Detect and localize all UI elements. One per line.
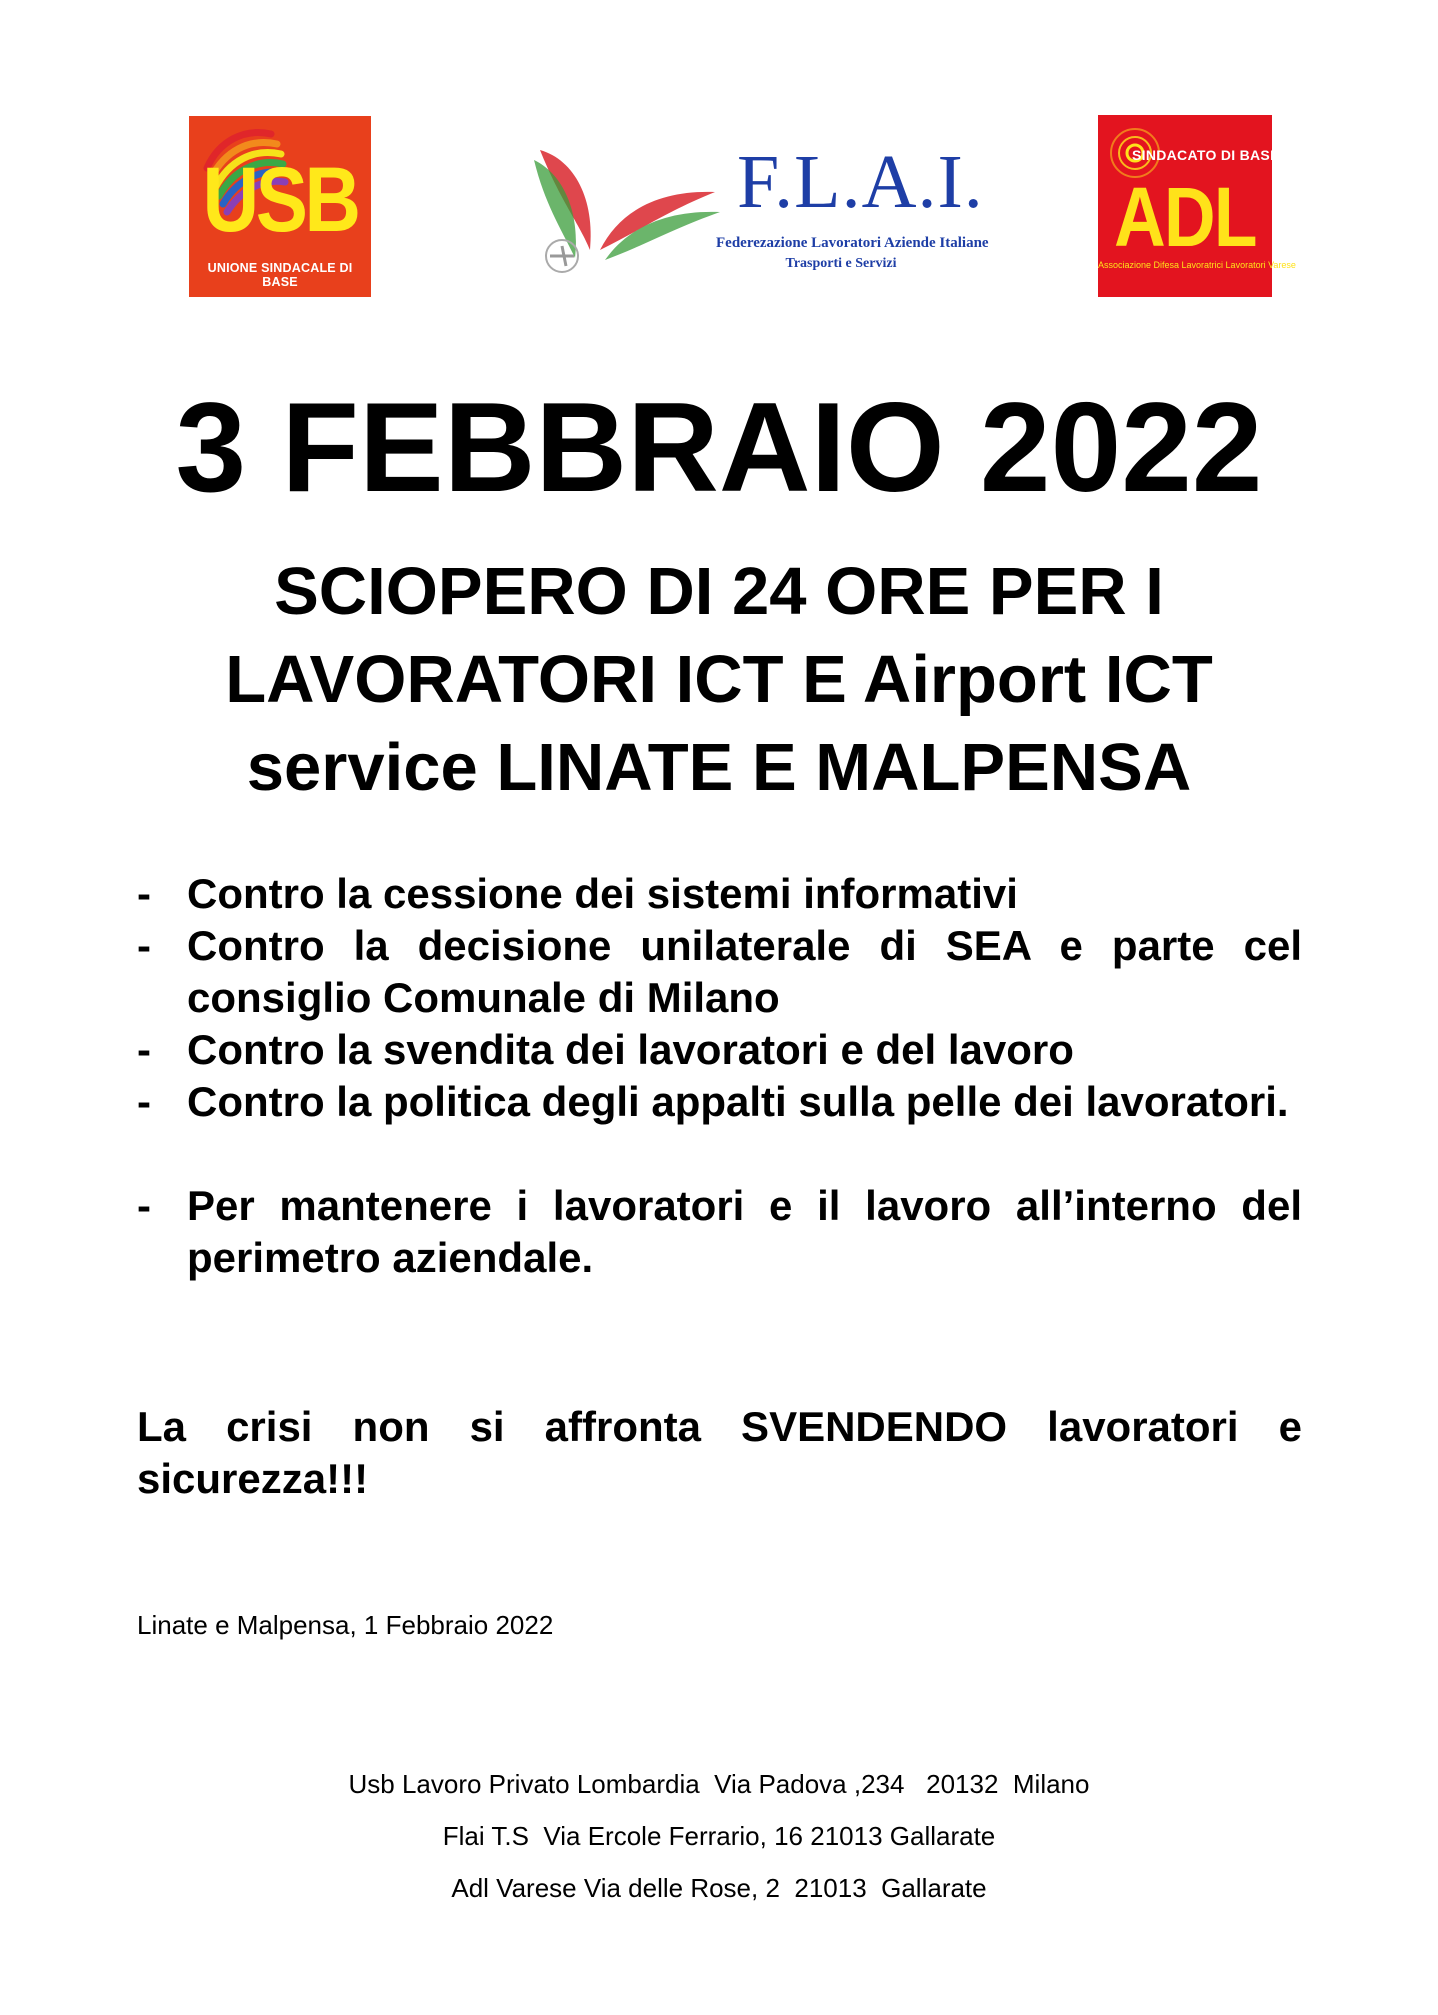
adl-logo-subtitle: Associazione Difesa Lavoratrici Lavoratori Varese: [1098, 260, 1296, 270]
footer-address-adl: Adl Varese Via delle Rose, 2 21013 Gallarate: [451, 1873, 987, 1903]
footer-addresses: [0, 1758, 1438, 1914]
usb-logo-subtitle: UNIONE SINDACALE DI BASE: [207, 261, 353, 289]
flai-logo: [520, 130, 989, 290]
footer-address-flai: Flai T.S Via Ercole Ferrario, 16 21013 Gallarate: [442, 1821, 996, 1851]
strike-subtitle: [100, 548, 1338, 812]
adl-logo: [1098, 115, 1296, 297]
flai-logo-subtitle-1: Federezazione Lavoratori Aziende Italiane: [716, 235, 989, 251]
place-date: Linate e Malpensa, 1 Febbraio 2022: [137, 1610, 554, 1640]
flai-logo-subtitle-2: Trasporti e Servizi: [785, 256, 897, 271]
demand-item: - Contro la cessione dei sistemi informativi: [137, 868, 1302, 920]
strike-subtitle-line-3: service LINATE E MALPENSA: [246, 730, 1192, 805]
demand-item: - Per mantenere i lavoratori e il lavoro all’interno del perimetro aziendale.: [137, 1182, 1302, 1281]
demand-item: - Contro la politica degli appalti sulla pelle dei lavoratori.: [137, 1076, 1302, 1128]
strike-subtitle-line-1: SCIOPERO DI 24 ORE PER I: [274, 554, 1164, 629]
demand-item: - Contro la svendita dei lavoratori e del lavoro: [137, 1024, 1302, 1076]
flai-wings-icon: [520, 130, 720, 290]
adl-logo-word: ADL: [1114, 170, 1256, 264]
slogan: La crisi non si affronta SVENDENDO lavoratori e sicurezza!!!: [137, 1403, 1302, 1502]
bullet-dash: -: [137, 922, 151, 969]
adl-logo-top-text: SINDACATO DI BASE: [1132, 147, 1280, 163]
bullet-dash: -: [137, 1026, 151, 1073]
bullet-dash: -: [137, 870, 151, 917]
strike-date-title: 3 FEBBRAIO 2022: [175, 376, 1263, 518]
flai-logo-title: F.L.A.I.: [737, 140, 984, 224]
usb-logo-word: USB: [202, 149, 358, 251]
usb-logo: [189, 116, 371, 297]
demands-list: [137, 868, 1302, 1284]
footer-address-usb: Usb Lavoro Privato Lombardia Via Padova ,234 20132 Milano: [348, 1769, 1090, 1799]
bullet-dash: -: [137, 1182, 151, 1229]
bullet-dash: -: [137, 1078, 151, 1125]
demand-item: - Contro la decisione unilaterale di SEA e parte cel consiglio Comunale di Milano: [137, 922, 1302, 1021]
strike-subtitle-line-2: LAVORATORI ICT E Airport ICT: [225, 642, 1213, 717]
